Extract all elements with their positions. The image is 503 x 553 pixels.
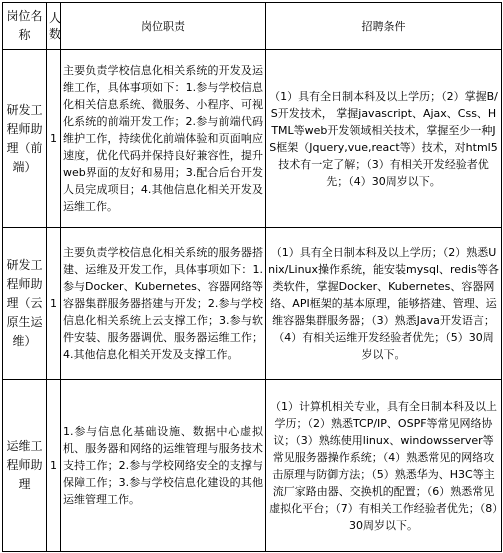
row-duties: 1.参与信息化基础设施、数据中心虚拟机、服务器和网络的运维管理与服务技术支持工作；2.参与学校网络安全的支撑与保障工作；3.参与学校信息化建设的其他运维管理工作。 [61, 380, 266, 552]
row-position-name: 运维工程师助理 [3, 380, 47, 552]
row-duties: 主要负责学校信息化相关系统的服务器搭建、运维及开发工作，具体事项如下：1.参与Docker、Kubernetes、容器网络等容器集群服务器搭建与开发；2.参与学校信息化相关系统上云支撑工作；3.参与软件安装、服务器调优、服务器运维工作；4.其他信息化相关开发及支撑工作。 [61, 228, 266, 380]
table-row [3, 50, 502, 228]
row-duties: 主要负责学校信息化相关系统的开发及运维工作，具体事项如下：1.参与学校信息化相关信息系统、微服务、小程序、可视化系统的前端开发工作；2.参与前端代码维护工作，持续优化前端体验和页面响应速度，优化代码并保持良好兼容性，提升web界面的友好和易用；3.配合后台开发人员完成项目；4.其他信息化相关开发及运维工作。 [61, 50, 266, 228]
row-count: 1 [47, 228, 61, 380]
row-count: 1 [47, 50, 61, 228]
header-requirements: 招聘条件 [266, 3, 502, 50]
row-requirements: （1）具有全日制本科及以上学历；（2）熟悉Unix/Linux操作系统，能安装mysql、redis等各类软件，掌握Docker、Kubernetes、容器网络、API框架的基本原理，能够搭建、管理、运维容器集群服务器；（3）熟悉Java开发语言；（4）有相关运维开发经验者优先；（5）30周岁以下。 [266, 228, 502, 380]
table-row [3, 380, 502, 552]
row-position-name: 研发工程师助理（前端） [3, 50, 47, 228]
header-count: 人数 [47, 3, 61, 50]
row-requirements: （1）计算机相关专业，具有全日制本科及以上学历；（2）熟悉TCP/IP、OSPF等常见网络协议；（3）熟练使用linux、windowsserver等常见服务器操作系统；（4）熟悉常见的网络攻击原理与防御方法；（5）熟悉华为、H3C等主流厂家路由器、交换机的配置；（6）熟悉常见虚拟化平台；（7）有相关工作经验者优先；（8）30周岁以下。 [266, 380, 502, 552]
row-position-name: 研发工程师助理（云原生运维） [3, 228, 47, 380]
row-count: 1 [47, 380, 61, 552]
recruitment-table [2, 2, 502, 552]
header-position-name: 岗位名称 [3, 3, 47, 50]
table-row [3, 228, 502, 380]
header-duties: 岗位职责 [61, 3, 266, 50]
row-requirements: （1）具有全日制本科及以上学历；（2）掌握B/S开发技术， 掌握javascript、Ajax、Css、HTML等web开发领域相关技术，掌握至少一种JS框架（Jquery,vue,react等）技术，对html5技术有一定了解；（3）有相关开发经验者优先；（4）30周岁以下。 [266, 50, 502, 228]
table-header-row [3, 3, 502, 50]
